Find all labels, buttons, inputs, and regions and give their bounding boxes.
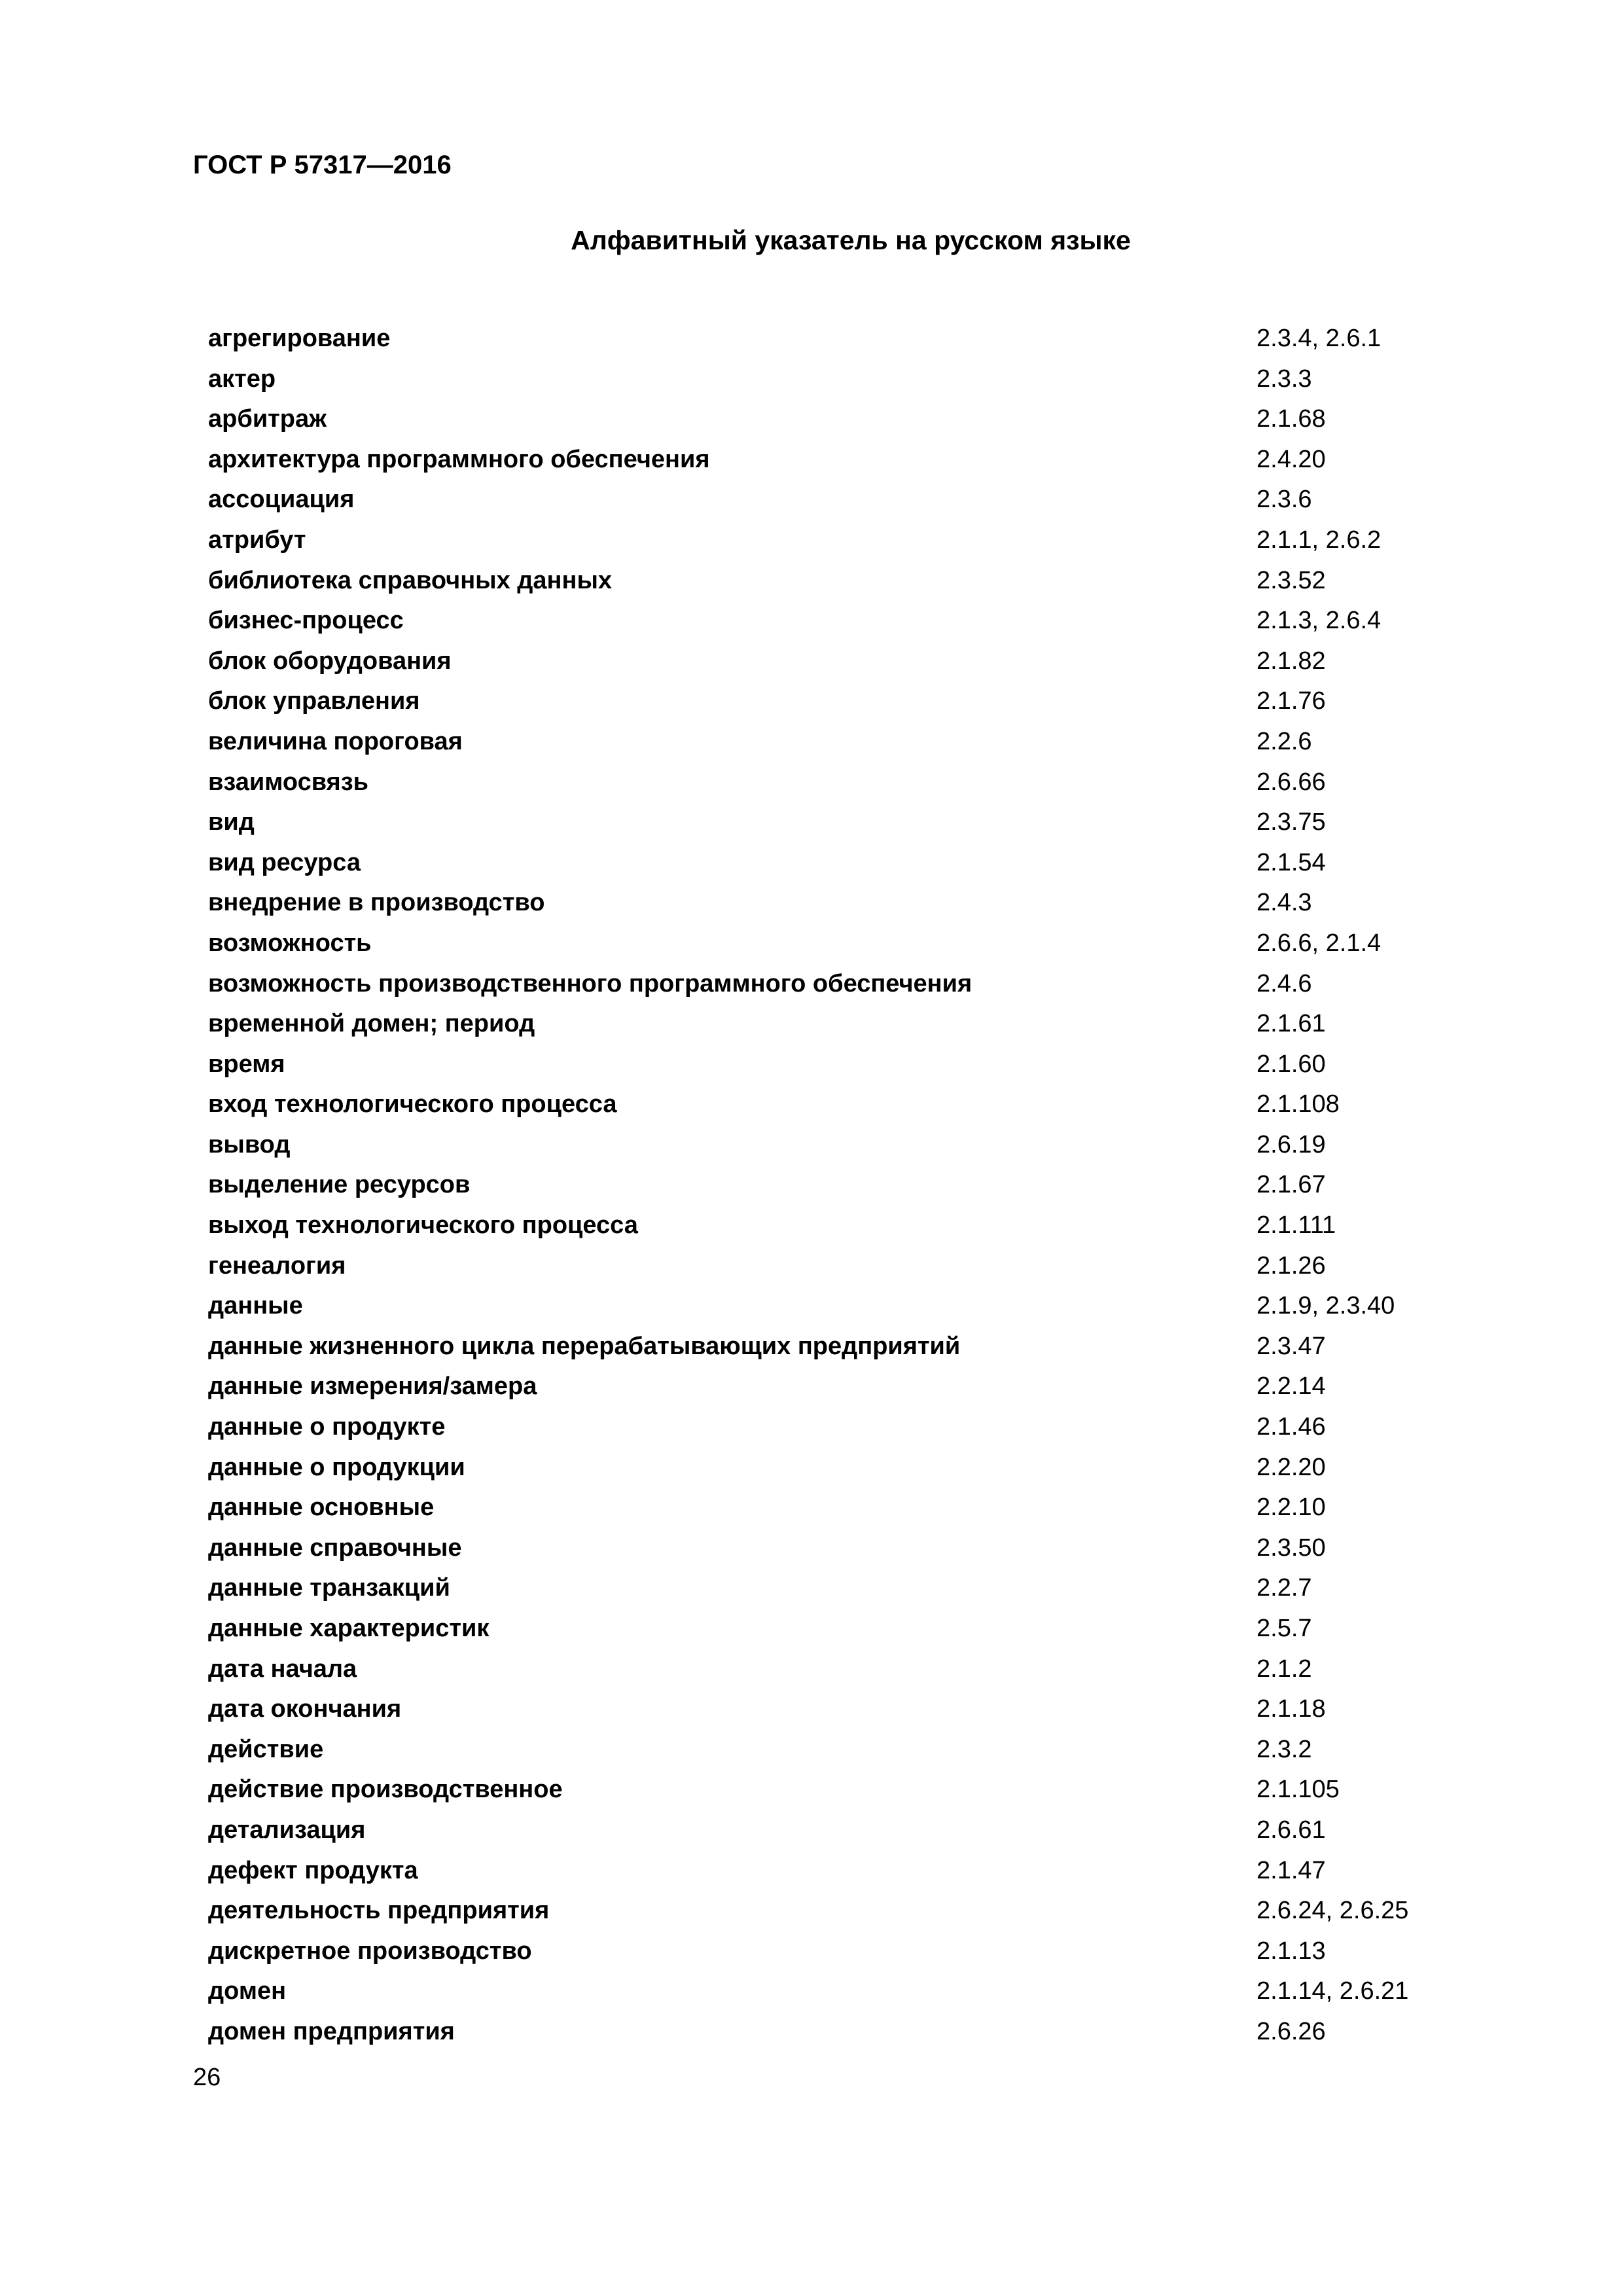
index-term: дата окончания [208, 1695, 402, 1723]
index-entry [208, 520, 1484, 561]
index-refs: 2.1.108 [1257, 1090, 1340, 1119]
index-term: данные характеристик [208, 1615, 490, 1642]
index-refs: 2.2.10 [1257, 1494, 1326, 1522]
index-refs: 2.1.111 [1257, 1211, 1336, 1240]
index-refs: 2.1.9, 2.3.40 [1257, 1292, 1395, 1320]
index-refs: 2.1.76 [1257, 687, 1326, 715]
index-refs: 2.6.6, 2.1.4 [1257, 929, 1382, 957]
index-refs: 2.3.50 [1257, 1534, 1326, 1562]
index-term: атрибут [208, 526, 306, 554]
index-entry [208, 802, 1484, 843]
index-entry [208, 440, 1484, 480]
index-entry [208, 1649, 1484, 1690]
index-refs: 2.2.6 [1257, 727, 1312, 755]
index-entry [208, 722, 1484, 762]
index-term: взаимосвязь [208, 768, 368, 796]
index-refs: 2.1.47 [1257, 1856, 1326, 1884]
index-term: блок оборудования [208, 647, 452, 675]
index-term: дата начала [208, 1655, 357, 1683]
index-refs: 2.6.19 [1257, 1130, 1326, 1158]
index-refs: 2.1.1, 2.6.2 [1257, 526, 1382, 554]
index-entry [208, 1810, 1484, 1851]
index-refs: 2.1.54 [1257, 848, 1326, 876]
index-entry [208, 883, 1484, 924]
index-term: выделение ресурсов [208, 1171, 471, 1199]
index-entry [208, 1004, 1484, 1045]
index-refs: 2.1.61 [1257, 1010, 1326, 1038]
index-term: блок управления [208, 687, 420, 715]
index-refs: 2.2.20 [1257, 1453, 1326, 1481]
index-refs: 2.6.66 [1257, 768, 1326, 796]
index-entry [208, 1528, 1484, 1569]
index-entry [208, 1246, 1484, 1287]
index-term: действие производственное [208, 1776, 563, 1804]
index-entry [208, 1568, 1484, 1609]
index-refs: 2.1.2 [1257, 1655, 1312, 1683]
index-refs: 2.1.46 [1257, 1413, 1326, 1441]
index-refs: 2.1.18 [1257, 1695, 1326, 1723]
index-term: вид [208, 808, 255, 836]
index-term: временной домен; период [208, 1010, 535, 1038]
index-term: данные транзакций [208, 1574, 450, 1602]
index-entry [208, 1367, 1484, 1407]
index-entry [208, 1770, 1484, 1810]
index-term: генеалогия [208, 1251, 346, 1280]
index-entry [208, 399, 1484, 440]
index-refs: 2.5.7 [1257, 1615, 1312, 1642]
index-entry [208, 964, 1484, 1005]
index-term: данные жизненного цикла перерабатывающих предприятий [208, 1332, 961, 1360]
index-entry [208, 1689, 1484, 1730]
index-term: архитектура программного обеспечения [208, 445, 710, 473]
index-refs: 2.1.105 [1257, 1776, 1340, 1804]
index-term: вход технологического процесса [208, 1090, 617, 1119]
index-entry [208, 681, 1484, 722]
index-term: внедрение в производство [208, 889, 545, 917]
index-entry [208, 1448, 1484, 1488]
index-refs: 2.3.3 [1257, 365, 1312, 393]
document-code: ГОСТ Р 57317—2016 [193, 151, 452, 179]
index-entry [208, 1851, 1484, 1892]
index-refs: 2.6.61 [1257, 1816, 1326, 1844]
index-term: вид ресурса [208, 848, 361, 876]
page-number: 26 [193, 2064, 221, 2091]
index-entry [208, 924, 1484, 964]
index-term: агрегирование [208, 325, 391, 352]
index-refs: 2.4.3 [1257, 889, 1312, 917]
index-term: дефект продукта [208, 1856, 418, 1884]
index-refs: 2.3.52 [1257, 566, 1326, 594]
index-term: данные о продукте [208, 1413, 446, 1441]
index-term: ассоциация [208, 486, 355, 514]
index-entry [208, 2012, 1484, 2053]
index-entry [208, 1045, 1484, 1085]
index-term: бизнес-процесс [208, 607, 404, 635]
index-term: возможность производственного программного обеспечения [208, 969, 972, 997]
index-entry [208, 1327, 1484, 1367]
index-term: домен предприятия [208, 2017, 455, 2045]
index-refs: 2.4.6 [1257, 969, 1312, 997]
index-entry [208, 762, 1484, 803]
index-entry [208, 1488, 1484, 1528]
index-refs: 2.3.4, 2.6.1 [1257, 325, 1382, 352]
index-entry [208, 1125, 1484, 1166]
index-refs: 2.3.47 [1257, 1332, 1326, 1360]
index-term: данные основные [208, 1494, 435, 1522]
index-term: величина пороговая [208, 727, 463, 755]
index-refs: 2.6.26 [1257, 2017, 1326, 2045]
index-term: данные измерения/замера [208, 1372, 537, 1401]
index-term: деятельность предприятия [208, 1897, 550, 1925]
index-title: Алфавитный указатель на русском языке [571, 225, 1131, 255]
index-entry [208, 1971, 1484, 2012]
index-refs: 2.1.67 [1257, 1171, 1326, 1199]
index-term: время [208, 1050, 285, 1078]
index-term: дискретное производство [208, 1937, 532, 1965]
index-entry [208, 359, 1484, 400]
index-term: домен [208, 1977, 287, 2005]
index-entry [208, 1730, 1484, 1770]
index-entry [208, 1286, 1484, 1327]
index-refs: 2.1.26 [1257, 1251, 1326, 1280]
index-entry [208, 1891, 1484, 1931]
index-refs: 2.3.6 [1257, 486, 1312, 514]
index-term: возможность [208, 929, 372, 957]
index-refs: 2.2.7 [1257, 1574, 1312, 1602]
index-entry [208, 319, 1484, 359]
index-entry [208, 1407, 1484, 1448]
index-refs: 2.1.13 [1257, 1937, 1326, 1965]
index-term: данные о продукции [208, 1453, 465, 1481]
index-entry [208, 641, 1484, 682]
index-term: выход технологического процесса [208, 1211, 638, 1240]
index-entry [208, 1165, 1484, 1206]
index-refs: 2.4.20 [1257, 445, 1326, 473]
index-entry [208, 1609, 1484, 1649]
index-term: вывод [208, 1130, 291, 1158]
index-refs: 2.1.60 [1257, 1050, 1326, 1078]
index-term: данные справочные [208, 1534, 462, 1562]
index-entry [208, 601, 1484, 641]
index-term: детализация [208, 1816, 366, 1844]
index-refs: 2.3.2 [1257, 1735, 1312, 1763]
index-refs: 2.1.68 [1257, 405, 1326, 433]
index-entry [208, 1931, 1484, 1972]
index-refs: 2.1.14, 2.6.21 [1257, 1977, 1409, 2005]
index-refs: 2.1.82 [1257, 647, 1326, 675]
index-list [208, 319, 1484, 2053]
index-refs: 2.3.75 [1257, 808, 1326, 836]
index-term: арбитраж [208, 405, 327, 433]
index-entry [208, 480, 1484, 520]
index-term: актер [208, 365, 276, 393]
index-refs: 2.1.3, 2.6.4 [1257, 607, 1382, 635]
index-term: действие [208, 1735, 324, 1763]
index-term: библиотека справочных данных [208, 566, 613, 594]
index-entry [208, 1085, 1484, 1125]
index-term: данные [208, 1292, 303, 1320]
index-entry [208, 843, 1484, 884]
index-entry [208, 1206, 1484, 1246]
index-entry [208, 561, 1484, 601]
index-refs: 2.6.24, 2.6.25 [1257, 1897, 1409, 1925]
index-refs: 2.2.14 [1257, 1372, 1326, 1401]
